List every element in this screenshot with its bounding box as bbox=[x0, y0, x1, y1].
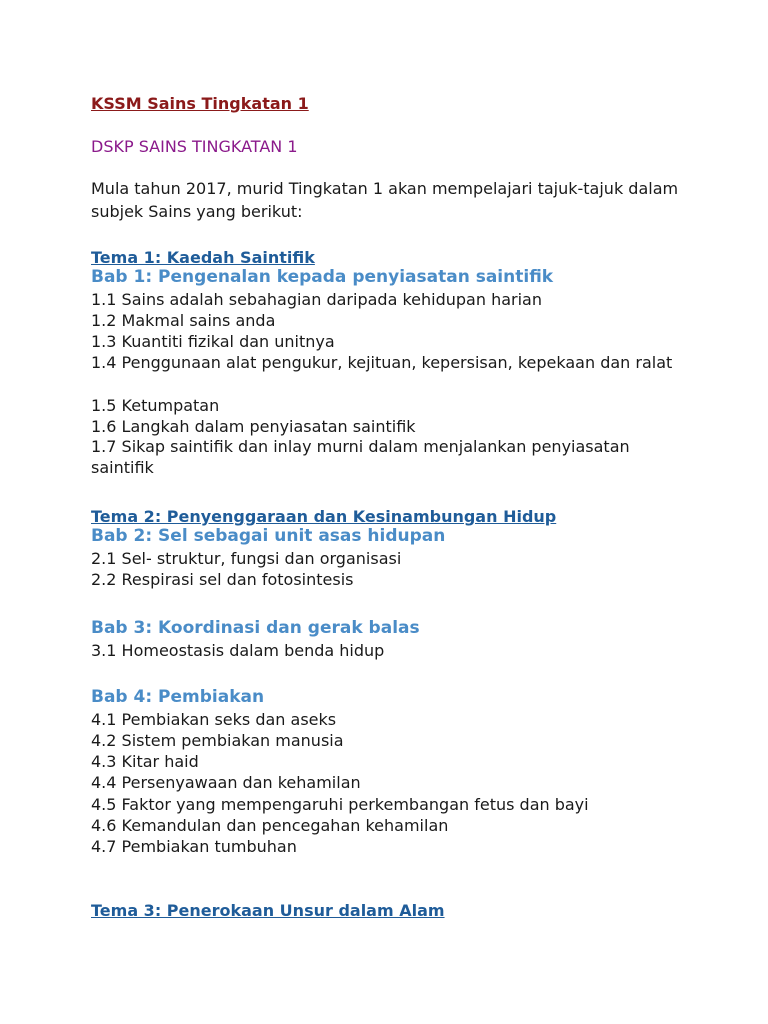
bab-4-heading: Bab 4: Pembiakan bbox=[91, 687, 265, 707]
topic-4-6: 4.6 Kemandulan dan pencegahan kehamilan bbox=[91, 816, 449, 835]
topic-2-1: 2.1 Sel- struktur, fungsi dan organisasi bbox=[91, 549, 402, 568]
intro-paragraph: Mula tahun 2017, murid Tingkatan 1 akan mempelajari tajuk-tajuk dalam subjek Sains yang berikut: bbox=[91, 179, 679, 221]
topic-1-5: 1.5 Ketumpatan bbox=[91, 396, 220, 415]
bab-3-heading: Bab 3: Koordinasi dan gerak balas bbox=[91, 618, 420, 638]
topic-4-4: 4.4 Persenyawaan dan kehamilan bbox=[91, 773, 361, 792]
topic-4-7: 4.7 Pembiakan tumbuhan bbox=[91, 837, 297, 856]
document-title: KSSM Sains Tingkatan 1 bbox=[91, 94, 309, 113]
topic-4-5: 4.5 Faktor yang mempengaruhi perkembangan fetus dan bayi bbox=[91, 795, 589, 814]
tema-2-heading: Tema 2: Penyenggaraan dan Kesinambungan Hidup bbox=[91, 507, 557, 526]
topic-1-7: 1.7 Sikap saintifik dan inlay murni dalam menjalankan penyiasatan saintifik bbox=[91, 437, 630, 477]
document-subtitle: DSKP SAINS TINGKATAN 1 bbox=[91, 137, 298, 156]
topic-1-6: 1.6 Langkah dalam penyiasatan saintifik bbox=[91, 417, 416, 436]
topic-1-1: 1.1 Sains adalah sebahagian daripada kehidupan harian bbox=[91, 290, 542, 309]
tema-1-heading: Tema 1: Kaedah Saintifik bbox=[91, 248, 315, 267]
topic-1-4: 1.4 Penggunaan alat pengukur, kejituan, kepersisan, kepekaan dan ralat bbox=[91, 353, 673, 372]
topic-3-1: 3.1 Homeostasis dalam benda hidup bbox=[91, 641, 385, 660]
topic-4-1: 4.1 Pembiakan seks dan aseks bbox=[91, 710, 337, 729]
bab-2-heading: Bab 2: Sel sebagai unit asas hidupan bbox=[91, 526, 446, 546]
topic-2-2: 2.2 Respirasi sel dan fotosintesis bbox=[91, 570, 354, 589]
topic-4-2: 4.2 Sistem pembiakan manusia bbox=[91, 731, 344, 750]
bab-1-heading: Bab 1: Pengenalan kepada penyiasatan saintifik bbox=[91, 267, 554, 287]
tema-3-heading: Tema 3: Penerokaan Unsur dalam Alam bbox=[91, 901, 445, 920]
topic-1-3: 1.3 Kuantiti fizikal dan unitnya bbox=[91, 332, 335, 351]
topic-1-2: 1.2 Makmal sains anda bbox=[91, 311, 276, 330]
topic-4-3: 4.3 Kitar haid bbox=[91, 752, 199, 771]
